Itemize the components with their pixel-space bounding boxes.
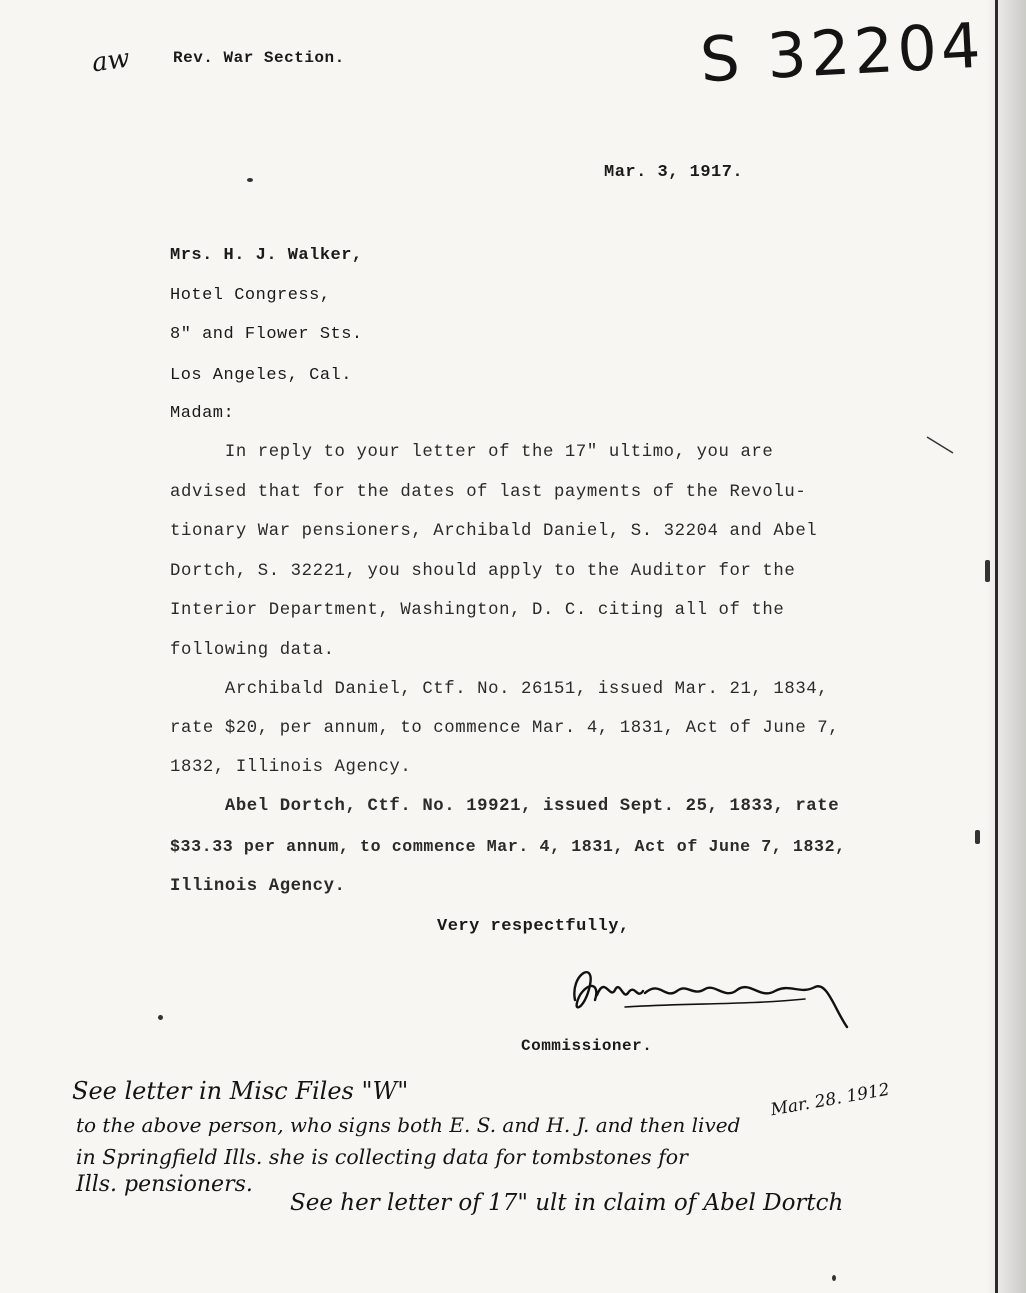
handwritten-note-date: Mar. 28. 1912 [769,1079,892,1121]
handwritten-note-line-2: to the above person, who signs both E. S. and H. J. and then lived [76,1113,741,1137]
body-line-9: 1832, Illinois Agency. [170,758,412,777]
salutation: Madam: [170,404,235,423]
scan-speck [832,1275,836,1281]
handwritten-note-line-5: See her letter of 17" ult in claim of Abel Dortch [290,1190,844,1216]
handwritten-initials: aw [90,43,132,79]
scan-edge-shadow [986,0,1026,1293]
body-line-2: advised that for the dates of last payments of the Revolu- [170,483,807,502]
closing: Very respectfully, [437,917,630,936]
body-line-10: Abel Dortch, Ctf. No. 19921, issued Sept. 25, 1833, rate [170,797,840,816]
section-heading: Rev. War Section. [173,49,345,67]
recipient-name: Mrs. H. J. Walker, [170,246,363,265]
recipient-address-line-2: 8" and Flower Sts. [170,325,363,344]
scan-speck [975,830,980,844]
scan-speck [247,178,253,182]
body-line-6: following data. [170,641,335,660]
scan-speck [985,560,990,582]
body-line-3: tionary War pensioners, Archibald Daniel, S. 32204 and Abel [170,522,818,541]
body-line-11: $33.33 per annum, to commence Mar. 4, 1831, Act of June 7, 1832, [170,837,846,856]
file-number: S 32204 [698,8,987,97]
recipient-address-line-1: Hotel Congress, [170,286,331,305]
letter-date: Mar. 3, 1917. [604,163,744,182]
recipient-address-line-3: Los Angeles, Cal. [170,366,352,385]
body-line-8: rate $20, per annum, to commence Mar. 4, 1831, Act of June 7, [170,719,840,738]
signature-title: Commissioner. [521,1037,653,1055]
scan-speck [158,1015,163,1020]
handwritten-note-line-4: Ills. pensioners. [76,1172,253,1197]
handwritten-note-line-3: in Springfield Ills. she is collecting data for tombstones for [76,1145,688,1169]
body-line-12: Illinois Agency. [170,877,346,896]
scan-edge-line [995,0,998,1293]
body-line-7: Archibald Daniel, Ctf. No. 26151, issued Mar. 21, 1834, [170,680,829,699]
body-line-4: Dortch, S. 32221, you should apply to the Auditor for the [170,562,796,581]
handwritten-note-line-1: See letter in Misc Files "W" [72,1077,409,1105]
body-line-5: Interior Department, Washington, D. C. citing all of the [170,601,785,620]
scan-mark [925,435,955,455]
signature [565,955,855,1035]
body-line-1: In reply to your letter of the 17" ultimo, you are [170,443,774,462]
